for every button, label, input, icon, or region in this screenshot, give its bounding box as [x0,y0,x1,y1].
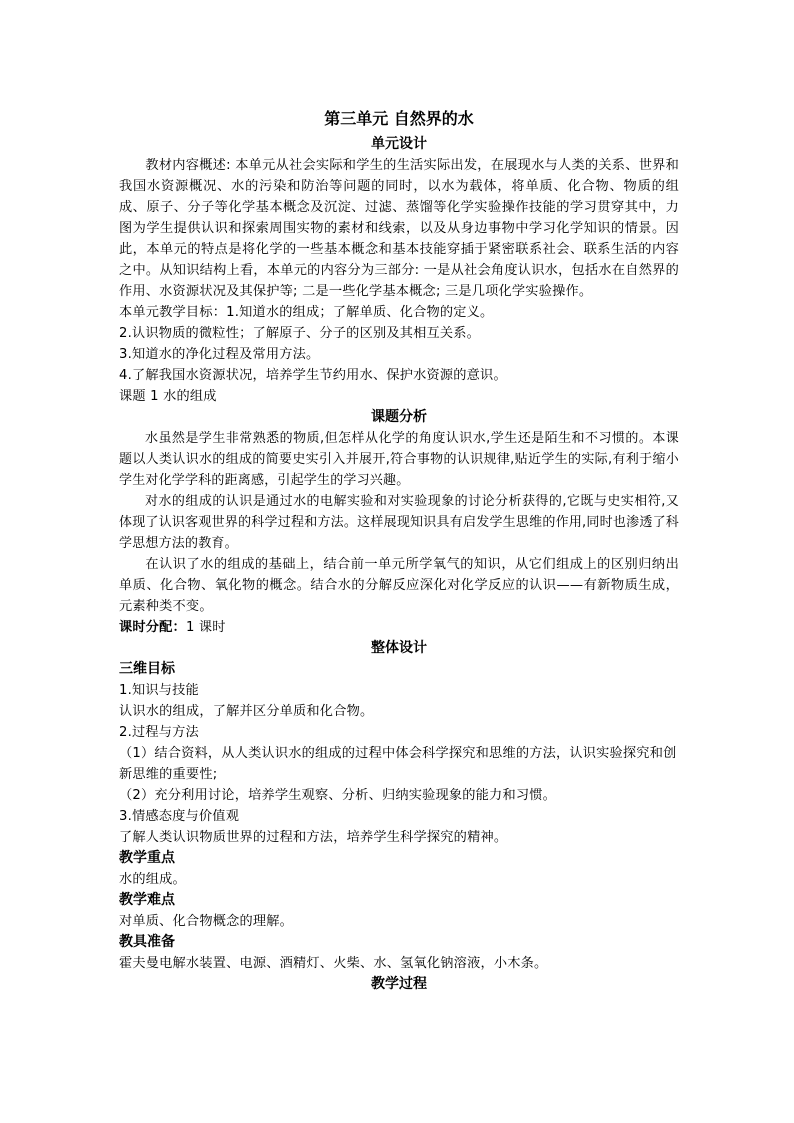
lesson-analysis-paragraph-3: 在认识了水的组成的基础上，结合前一单元所学氧气的知识，从它们组成上的区别归纳出单质、化合物、氧化物的概念。结合水的分解反应深化对化学反应的认识——有新物质生成，元素种类不变。 [119,557,679,614]
document-page [119,104,679,995]
unit-goal-2: 2.认识物质的微粒性；了解原子、分子的区别及其相互关系。 [119,326,481,341]
unit-design-heading: 单元设计 [371,136,427,152]
teaching-difficulty-text: 对单质、化合物概念的理解。 [119,914,294,929]
emotion-label: 3.情感态度与价值观 [119,809,240,824]
lesson-analysis-paragraph-1: 水虽然是学生非常熟悉的物质,但怎样从化学的角度认识水,学生还是陌生和不习惯的。本课题以人类认识水的组成的简要史实引入并展开,符合事物的认识规律,贴近学生的实际,有利于缩小学生对化学学科的距离感，引起学生的学习兴趣。 [119,431,679,488]
unit-goal-1: 本单元教学目标：1.知道水的组成；了解单质、化合物的定义。 [119,305,494,320]
unit-goal-3: 3.知道水的净化过程及常用方法。 [119,347,320,362]
process-item-1: （1）结合资料，从人类认识水的组成的过程中体会科学探究和思维的方法，认识实验探究和创新思维的重要性; [119,746,677,782]
teaching-key-text: 水的组成。 [119,872,186,887]
lesson-label: 课题 1 水的组成 [119,389,217,404]
knowledge-text: 认识水的组成，了解并区分单质和化合物。 [119,704,374,719]
process-label: 2.过程与方法 [119,725,199,740]
three-goals-heading: 三维目标 [119,661,175,677]
teaching-key-heading: 教学重点 [119,850,175,866]
lesson-time-value: 1 课时 [185,620,226,635]
unit-goal-4: 4.了解我国水资源状况，培养学生节约用水、保护水资源的意识。 [119,368,507,383]
teaching-difficulty-heading: 教学难点 [119,892,175,908]
lesson-time-label: 课时分配： [119,620,186,635]
teaching-process-heading: 教学过程 [371,976,427,992]
unit-overview-paragraph: 教材内容概述: 本单元从社会实际和学生的生活实际出发，在展现水与人类的关系、世界和我国水资源概况、水的污染和防治等问题的同时，以水为载体，将单质、化合物、物质的组成、原子、分子等化学基本概念及沉淀、过滤、蒸馏等化学实验操作技能的学习贯穿其中，力图为学生提供认识和探索周围实物的素材和线索，以及从身边事物中学习化学知识的情景。因此，本单元的特点是将化学的一些基本概念和基本技能穿插于紧密联系社会、联系生活的内容之中。从知识结构上看，本单元的内容分为三部分: 一是从社会角度认识水，包括水在自然界的作用、水资源状况及其保护等; 二是一些化学基本概念; 三是几项化学实验操作。 [119,158,679,299]
knowledge-label: 1.知识与技能 [119,683,199,698]
lesson-time [119,617,679,638]
materials-text: 霍夫曼电解水装置、电源、酒精灯、火柴、水、氢氧化钠溶液，小木条。 [119,956,548,971]
emotion-text: 了解人类认识物质世界的过程和方法，培养学生科学探究的精神。 [119,830,508,845]
document-title: 第三单元 自然界的水 [324,109,474,128]
lesson-analysis-heading: 课题分析 [371,409,427,425]
overall-design-heading: 整体设计 [371,640,427,656]
materials-heading: 教具准备 [119,934,175,950]
lesson-analysis-paragraph-2: 对水的组成的认识是通过水的电解实验和对实验现象的讨论分析获得的,它既与史实相符,又体现了认识客观世界的科学过程和方法。这样展现知识具有启发学生思维的作用,同时也渗透了科学思想方法的教育。 [119,494,679,551]
process-item-2: （2）充分利用讨论，培养学生观察、分析、归纳实验现象的能力和习惯。 [119,788,556,803]
